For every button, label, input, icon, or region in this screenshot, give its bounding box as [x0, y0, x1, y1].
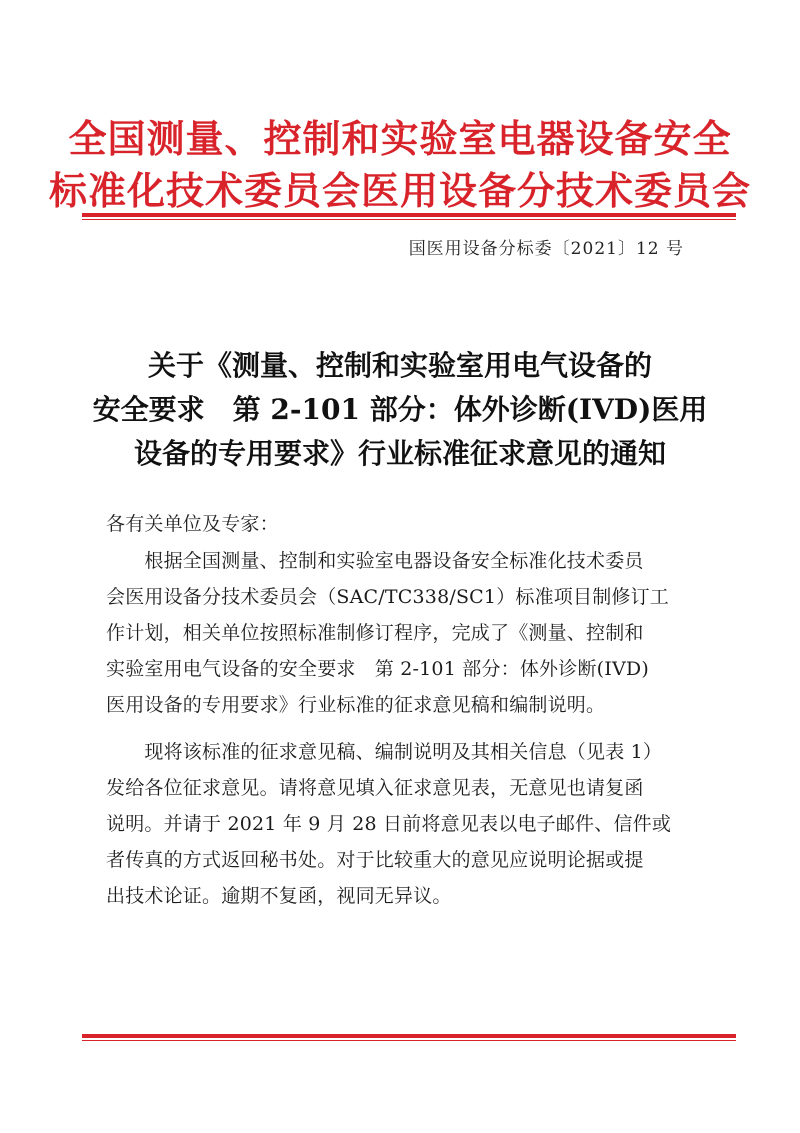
letterhead-line-1: 全国测量、控制和实验室电器设备安全: [68, 117, 732, 161]
footer-rule: [82, 1034, 736, 1041]
notice-title-line-3: 设备的专用要求》行业标准征求意见的通知: [133, 437, 666, 470]
paragraph-line: 者传真的方式返回秘书处。对于比较重大的意见应说明论据或提: [106, 849, 644, 871]
paragraph-line: 现将该标准的征求意见稿、编制说明及其相关信息（见表 1）: [106, 741, 663, 763]
notice-title-line-2: 安全要求 第 2-101 部分：体外诊断(IVD)医用: [92, 393, 708, 426]
letterhead-line-2: 标准化技术委员会医用设备分技术委员会: [48, 169, 751, 213]
paragraph-line: 根据全国测量、控制和实验室电器设备安全标准化技术委员: [106, 550, 644, 572]
document-number: 国医用设备分标委〔2021〕12 号: [408, 239, 684, 259]
paragraph-line: 说明。并请于 2021 年 9 月 28 日前将意见表以电子邮件、信件或: [106, 813, 672, 835]
salutation: 各有关单位及专家：: [106, 513, 279, 535]
letterhead-rule: [82, 213, 736, 220]
paragraph-line: 实验室用电气设备的安全要求 第 2-101 部分：体外诊断(IVD): [106, 658, 649, 680]
paragraph-line: 发给各位征求意见。请将意见填入征求意见表，无意见也请复函: [106, 777, 644, 799]
paragraph-line: 会医用设备分技术委员会（SAC/TC338/SC1）标准项目制修订工: [106, 586, 669, 608]
paragraph-line: 医用设备的专用要求》行业标准的征求意见稿和编制说明。: [106, 694, 606, 716]
paragraph-line: 出技术论证。逾期不复函，视同无异议。: [106, 885, 452, 907]
paragraph-line: 作计划，相关单位按照标准制修订程序，完成了《测量、控制和: [106, 622, 644, 644]
notice-title-line-1: 关于《测量、控制和实验室用电气设备的: [147, 349, 652, 382]
